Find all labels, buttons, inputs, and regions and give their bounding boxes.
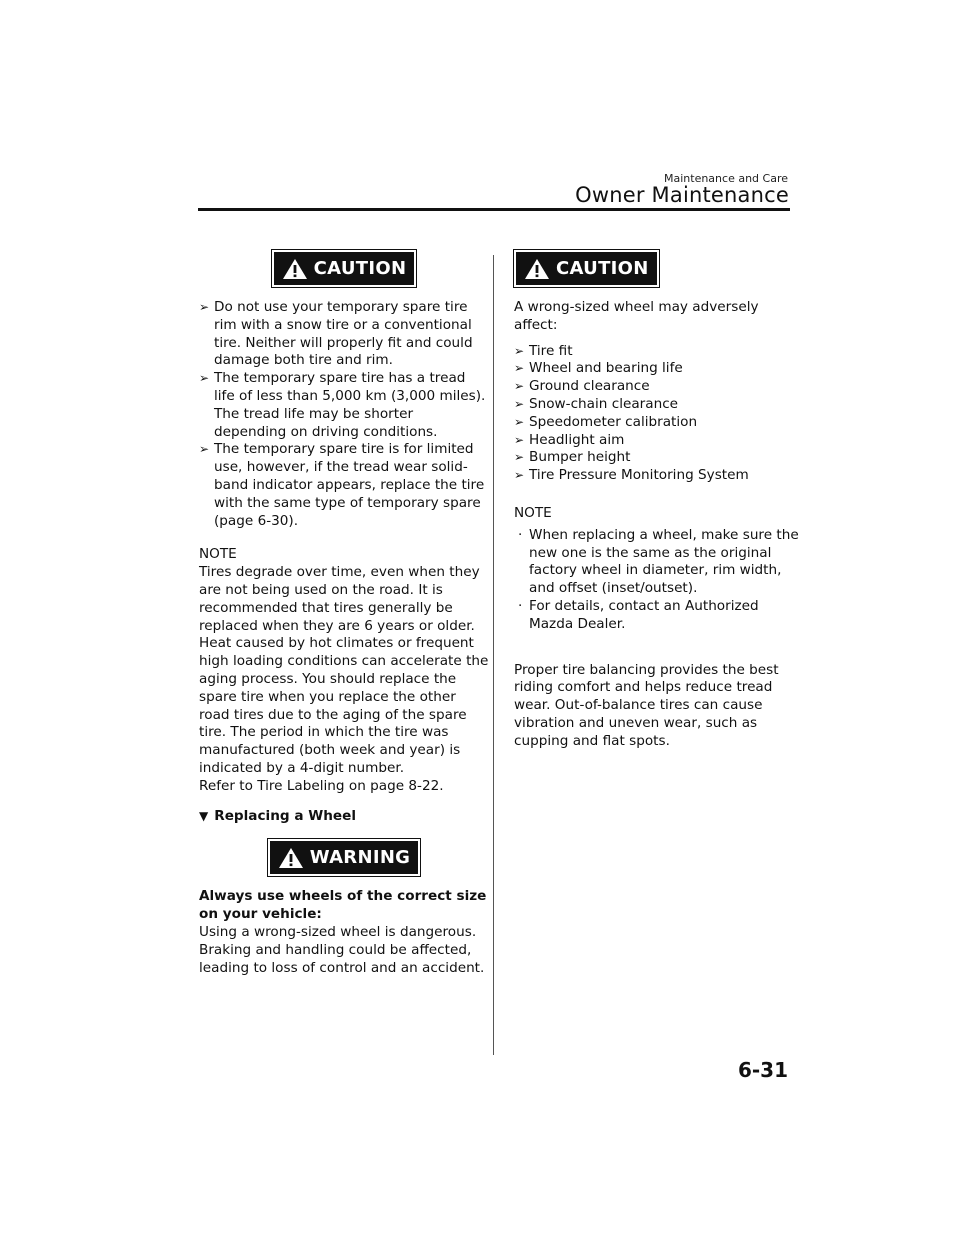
page-title: Owner Maintenance bbox=[575, 183, 789, 207]
left-caution-list bbox=[199, 299, 489, 530]
right-note-list bbox=[514, 527, 804, 634]
list-item: · For details, contact an Authorized Mazda Dealer. bbox=[518, 597, 759, 632]
caution-callout-left bbox=[272, 250, 417, 287]
triangle-bullet-icon: ➢ bbox=[199, 442, 210, 457]
warning-callout bbox=[268, 839, 421, 876]
caution-label: CAUTION bbox=[313, 257, 407, 279]
triangle-bullet-icon: ➢ bbox=[514, 450, 525, 465]
warning-text: Using a wrong-sized wheel is dangerous. Braking and handling could be affected, leading to loss of control and an accident. bbox=[199, 923, 485, 976]
triangle-bullet-icon: ➢ bbox=[514, 414, 525, 429]
note-reference: Refer to Tire Labeling on page 8-22. bbox=[199, 777, 444, 794]
note-label: NOTE bbox=[514, 504, 552, 521]
dot-bullet-icon: · bbox=[518, 597, 523, 614]
list-item: ➢ Bumper height bbox=[514, 449, 631, 466]
list-item: ➢ Ground clearance bbox=[514, 378, 650, 395]
list-item: ➢ The temporary spare tire is for limited use, however, if the tread wear solid-band indicator appears, replace the tire with the same type of temporary spare (page 6-30). bbox=[199, 441, 485, 529]
header-section-label: Maintenance and Care bbox=[664, 172, 788, 185]
warning-label: WARNING bbox=[309, 846, 411, 868]
dot-bullet-icon: · bbox=[518, 526, 523, 543]
warning-triangle-icon bbox=[524, 258, 550, 280]
caution-label: CAUTION bbox=[556, 257, 649, 279]
header-rule bbox=[198, 208, 790, 211]
list-item: ➢ Headlight aim bbox=[514, 431, 625, 448]
triangle-bullet-icon: ➢ bbox=[514, 432, 525, 447]
left-column bbox=[199, 250, 489, 977]
column-divider bbox=[493, 255, 494, 1055]
triangle-bullet-icon: ➢ bbox=[514, 468, 525, 483]
section-subheading: ▼ Replacing a Wheel bbox=[199, 807, 357, 824]
list-item: ➢ Tire Pressure Monitoring System bbox=[514, 467, 749, 484]
warning-triangle-icon bbox=[282, 258, 308, 280]
list-item: ➢ Wheel and bearing life bbox=[514, 360, 683, 377]
list-item: ➢ Do not use your temporary spare tire rim with a snow tire or a conventional tire. Neither will properly fit and could damage both tire and rim. bbox=[199, 299, 473, 369]
note-label: NOTE bbox=[199, 546, 237, 563]
caution-intro: A wrong-sized wheel may adversely affect: bbox=[514, 299, 759, 333]
caution-callout-right bbox=[514, 250, 659, 287]
triangle-bullet-icon: ➢ bbox=[514, 396, 525, 411]
list-item: · When replacing a wheel, make sure the new one is the same as the original factory wheel in diameter, rim width, and offset (inset/outset). bbox=[518, 526, 799, 597]
balancing-paragraph: Proper tire balancing provides the best riding comfort and helps reduce tread wear. Out-of-balance tires can cause vibration and uneven wear, such as cupping and flat spots. bbox=[514, 661, 779, 749]
triangle-down-icon: ▼ bbox=[199, 808, 209, 823]
warning-bold-text: Always use wheels of the correct size on your vehicle: bbox=[199, 888, 487, 923]
list-item: ➢ Tire fit bbox=[514, 342, 573, 359]
triangle-bullet-icon: ➢ bbox=[514, 361, 525, 376]
warning-triangle-icon bbox=[278, 847, 304, 869]
triangle-bullet-icon: ➢ bbox=[199, 371, 210, 386]
page-number: 6-31 bbox=[737, 1058, 788, 1082]
right-column bbox=[514, 250, 804, 751]
triangle-bullet-icon: ➢ bbox=[199, 300, 210, 314]
list-item: ➢ The temporary spare tire has a tread life of less than 5,000 km (3,000 miles). The tread life may be shorter depending on driving conditions. bbox=[199, 370, 486, 440]
list-item: ➢ Snow-chain clearance bbox=[514, 395, 679, 412]
triangle-bullet-icon: ➢ bbox=[514, 379, 525, 394]
right-caution-list bbox=[514, 343, 804, 485]
triangle-bullet-icon: ➢ bbox=[514, 343, 525, 358]
list-item: ➢ Speedometer calibration bbox=[514, 413, 698, 430]
note-text: Tires degrade over time, even when they are not being used on the road. It is recommended that tires generally be replaced when they are 6 years or older. Heat caused by hot climates or frequent high loading conditions can accelerate the aging process. You should replace the spare tire when you replace the other road tires due to the aging of the spare tire. The period in which the tire was manufactured (both week and year) is indicated by a 4-digit number. bbox=[199, 564, 489, 776]
